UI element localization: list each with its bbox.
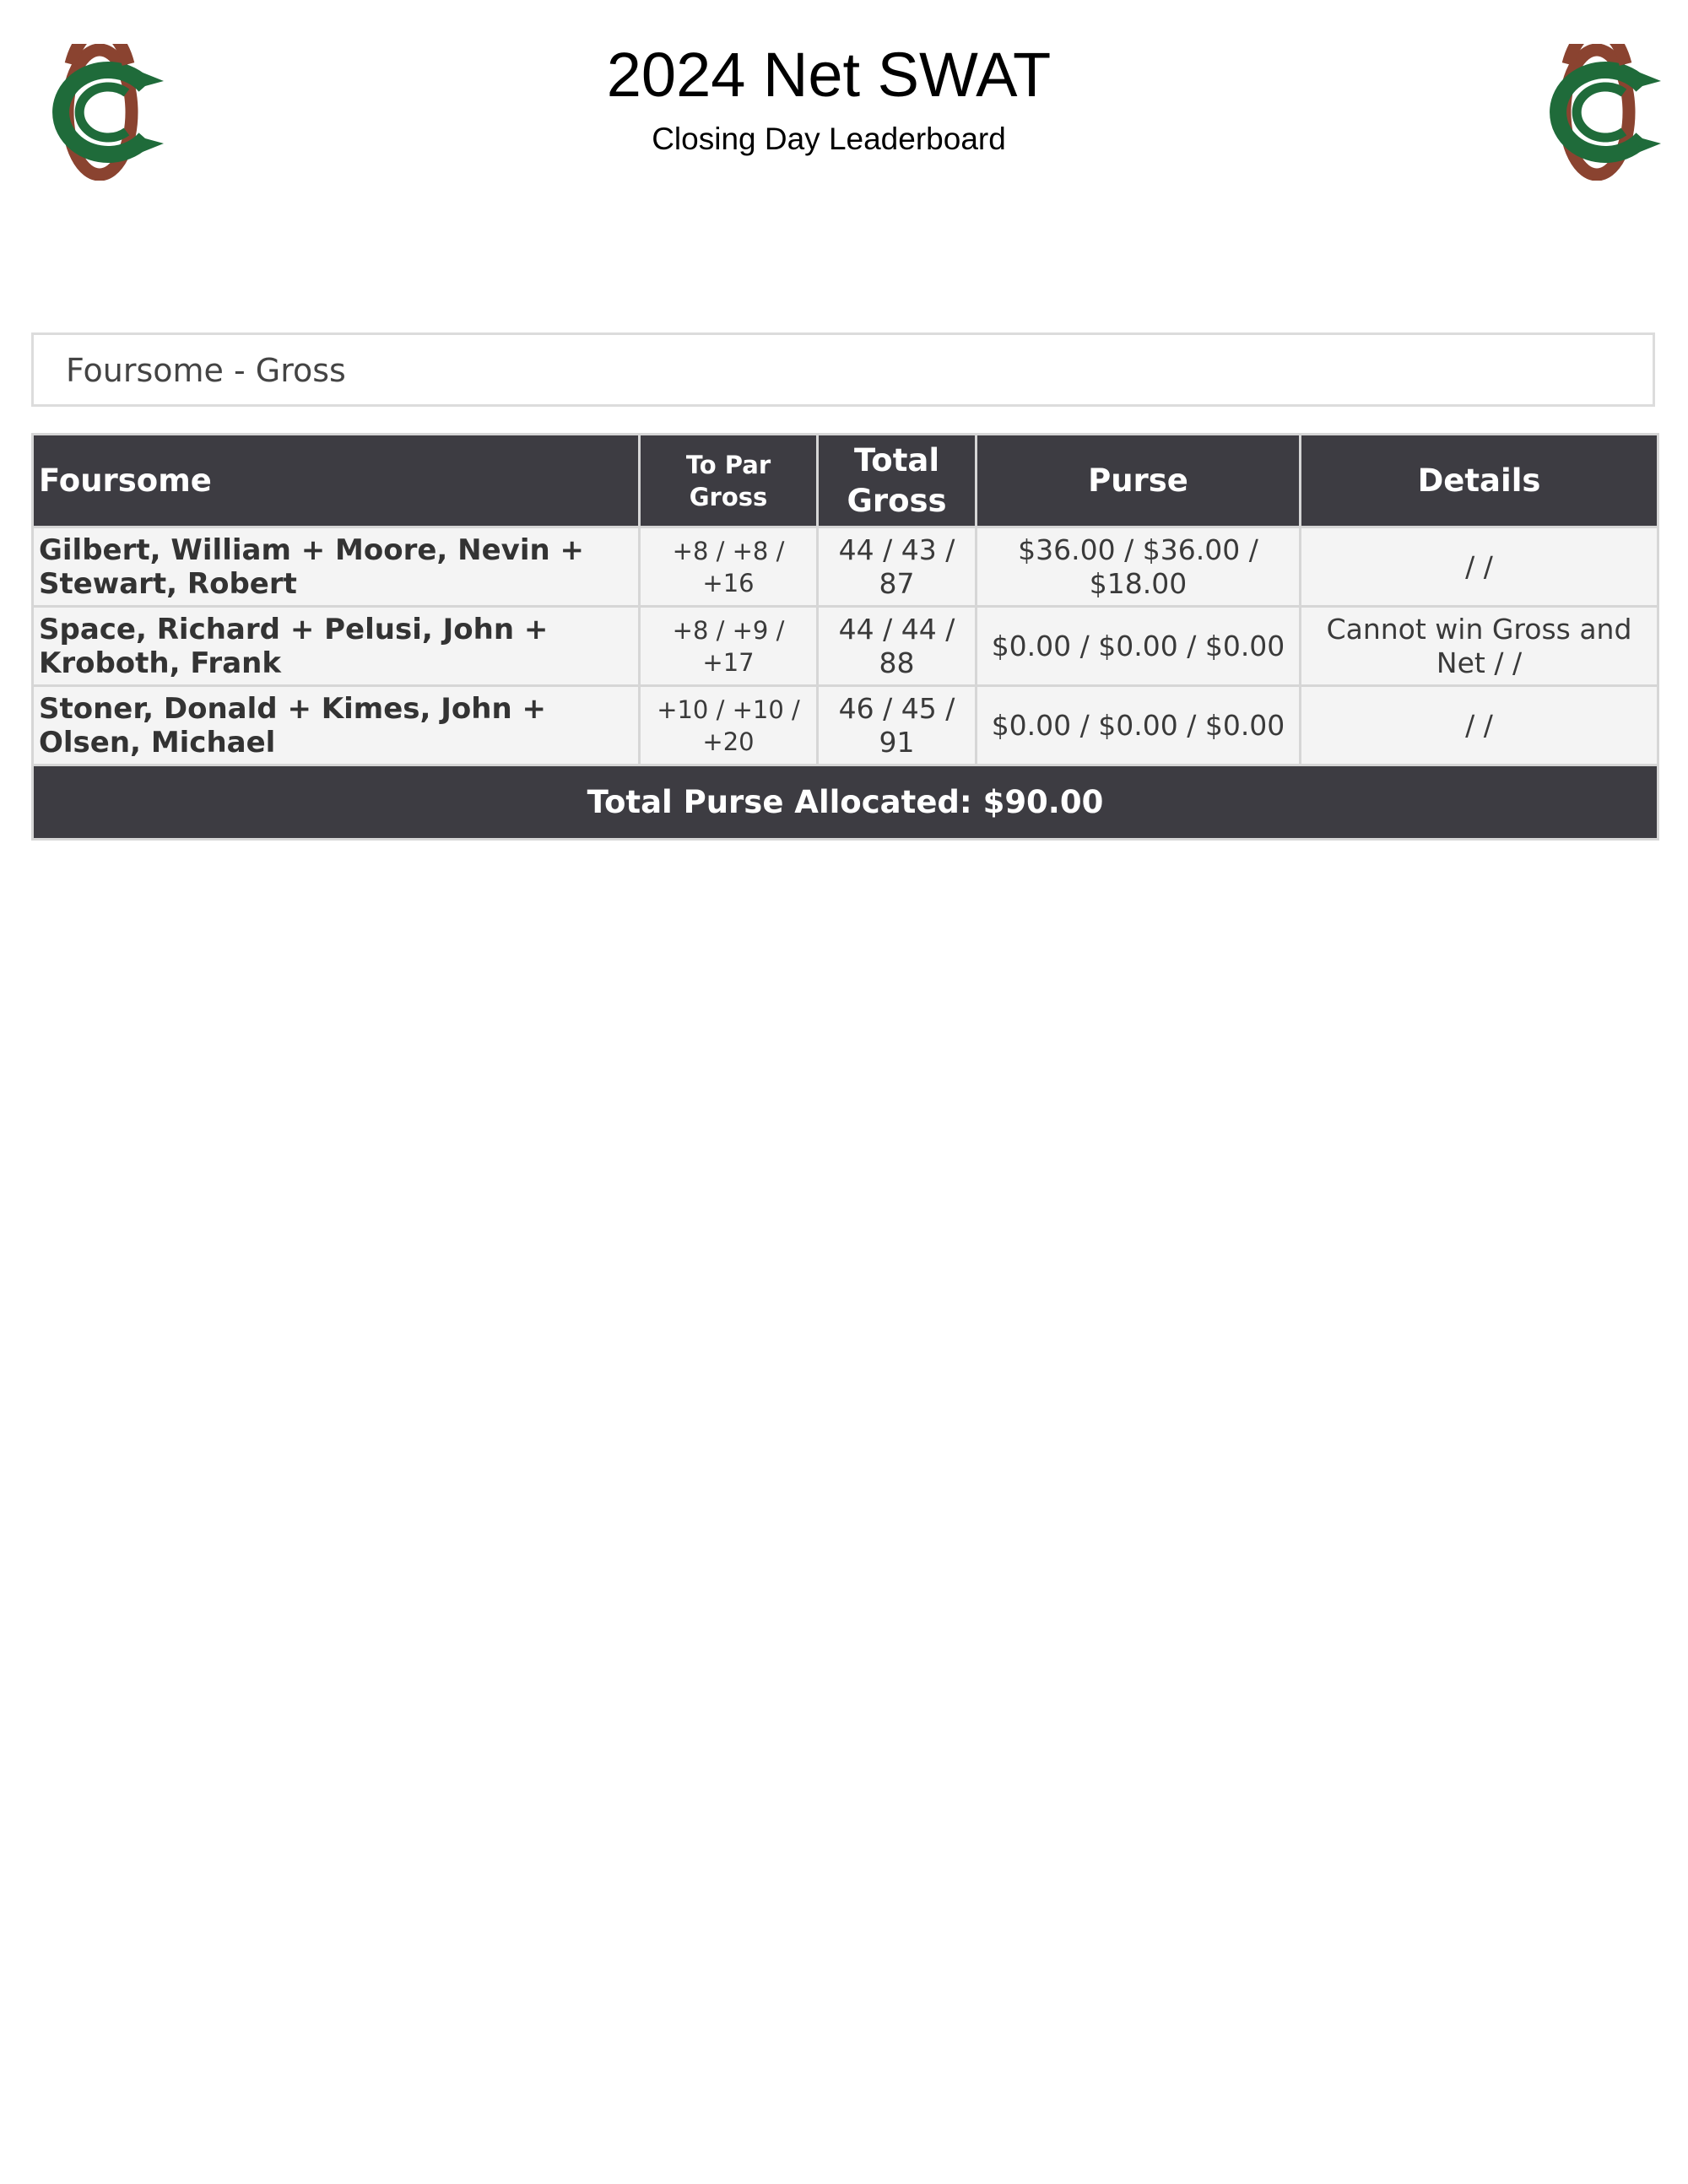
to-par-cell: +8 / +9 / +17 [640,607,818,686]
to-par-cell: +8 / +8 / +16 [640,527,818,607]
table-row [33,607,1658,686]
table-footer-row [33,765,1658,840]
page-title: 2024 Net SWAT [606,40,1052,110]
column-header-details: Details [1301,435,1658,527]
total-purse-allocated: Total Purse Allocated: $90.00 [33,765,1658,840]
table-header-row [33,435,1658,527]
section-title: Foursome - Gross [66,352,346,389]
purse-cell: $36.00 / $36.00 / $18.00 [977,527,1301,607]
column-header-total-gross [818,435,977,527]
section-header [31,332,1655,407]
column-header-to-par-line2: Gross [689,482,768,511]
table-row [33,686,1658,765]
total-gross-cell: 46 / 45 / 91 [818,686,977,765]
details-cell: Cannot win Gross and Net / / [1301,607,1658,686]
foursome-names-cell: Gilbert, William + Moore, Nevin + Stewart, Robert [33,527,640,607]
foursome-names-cell: Space, Richard + Pelusi, John + Kroboth, Frank [33,607,640,686]
column-header-total-line1: Total [853,441,940,478]
details-cell: / / [1301,686,1658,765]
leaderboard-table [31,433,1659,841]
column-header-total-line2: Gross [847,482,947,519]
total-gross-cell: 44 / 43 / 87 [818,527,977,607]
total-gross-cell: 44 / 44 / 88 [818,607,977,686]
column-header-purse: Purse [977,435,1301,527]
details-cell: / / [1301,527,1658,607]
column-header-foursome: Foursome [33,435,640,527]
to-par-cell: +10 / +10 / +20 [640,686,818,765]
purse-cell: $0.00 / $0.00 / $0.00 [977,607,1301,686]
column-header-to-par-gross [640,435,818,527]
column-header-to-par-line1: To Par [685,450,771,479]
foursome-names-cell: Stoner, Donald + Kimes, John + Olsen, Michael [33,686,640,765]
page-subtitle: Closing Day Leaderboard [652,122,1006,156]
purse-cell: $0.00 / $0.00 / $0.00 [977,686,1301,765]
table-row [33,527,1658,607]
